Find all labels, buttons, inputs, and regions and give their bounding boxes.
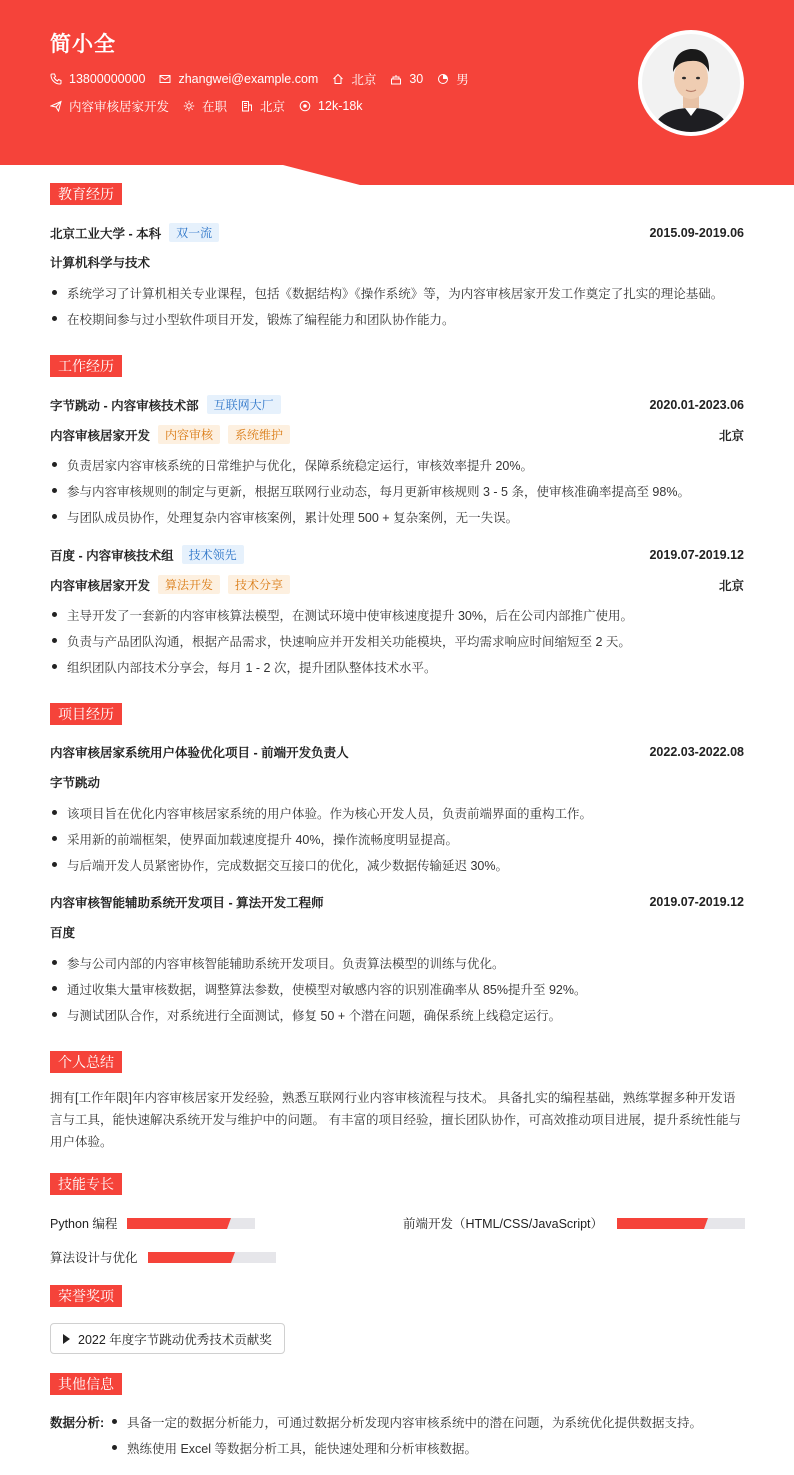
- list-item: 主导开发了一套新的内容审核算法模型，在测试环境中使审核速度提升 30%，后在公司内部推广使用。: [50, 606, 744, 624]
- candidate-name: 简小全: [50, 33, 116, 56]
- age-text: 30: [409, 72, 424, 86]
- list-item: 通过收集大量审核数据，调整算法参数，使模型对敏感内容的识别准确率从 85%提升至 92%。: [50, 980, 744, 998]
- company-name: 字节跳动 - 内容审核技术部: [50, 398, 199, 413]
- project-date: 2022.03-2022.08: [649, 745, 744, 759]
- list-item: 系统学习了计算机相关专业课程，包括《数据结构》《操作系统》等，为内容审核居家开发工作奠定了扎实的理论基础。: [50, 284, 744, 302]
- job-city: 北京: [718, 578, 744, 593]
- company-tag: 技术领先: [182, 545, 244, 564]
- avatar-portrait: [642, 34, 740, 132]
- skill-item: [50, 1214, 255, 1232]
- project-row: [50, 893, 744, 911]
- section-title: 项目经历: [50, 703, 122, 725]
- gender-item: [437, 70, 469, 88]
- email-text: zhangwei@example.com: [178, 72, 319, 86]
- status-text: 在职: [202, 100, 228, 114]
- skills-header: [50, 1173, 744, 1195]
- projects-header: [50, 703, 744, 725]
- education-section: [50, 183, 744, 205]
- role-row: [50, 425, 744, 444]
- salary-text: 12k-18k: [318, 99, 363, 113]
- home-icon: [332, 73, 344, 85]
- section-title: 个人总结: [50, 1051, 122, 1073]
- school-row: [50, 223, 744, 242]
- role-name: 内容审核居家开发: [50, 578, 151, 593]
- company-name: 百度 - 内容审核技术组: [50, 548, 174, 563]
- list-item: 与后端开发人员紧密协作，完成数据交互接口的优化，减少数据传输延迟 30%。: [50, 856, 744, 874]
- list-item: 参与公司内部的内容审核智能辅助系统开发项目。负责算法模型的训练与优化。: [50, 954, 744, 972]
- list-item: 与团队成员协作，处理复杂内容审核案例，累计处理 500 + 复杂案例，无一失误。: [50, 508, 744, 526]
- building-icon: [241, 100, 253, 112]
- work-header: [50, 355, 744, 377]
- major-name: 计算机科学与技术: [50, 256, 151, 270]
- school-tag: 双一流: [169, 223, 219, 242]
- avatar: [638, 30, 744, 136]
- list-item: 具备一定的数据分析能力，可通过数据分析发现内容审核系统中的潜在问题，为系统优化提供数据支持。: [110, 1413, 744, 1431]
- job-date: 2019.07-2019.12: [649, 547, 744, 562]
- awards-header: [50, 1285, 744, 1307]
- section-title: 技能专长: [50, 1173, 122, 1195]
- project-org: 百度: [50, 926, 76, 940]
- salary-item: [299, 99, 362, 113]
- list-item: 与测试团队合作，对系统进行全面测试，修复 50 + 个潜在问题，确保系统上线稳定运行。: [50, 1006, 744, 1024]
- section-divider: [50, 714, 744, 715]
- role-name: 内容审核居家开发: [50, 428, 151, 443]
- target-city-item: [241, 97, 285, 115]
- education-header: [50, 183, 744, 205]
- job-city: 北京: [718, 428, 744, 443]
- project-row: [50, 743, 744, 761]
- target-city-text: 北京: [260, 100, 286, 114]
- role-tag: 系统维护: [228, 425, 290, 444]
- skill-bar: [148, 1252, 276, 1263]
- cake-icon: [390, 73, 402, 85]
- gender-icon: [437, 73, 449, 85]
- list-item: 熟练使用 Excel 等数据分析工具，能快速处理和分析审核数据。: [110, 1439, 744, 1457]
- email-item: [159, 72, 318, 86]
- status-item: [183, 97, 227, 115]
- job-date: 2020.01-2023.06: [649, 397, 744, 412]
- skill-item: [403, 1214, 745, 1232]
- skill-bar-fill: [148, 1252, 231, 1263]
- company-tag: 互联网大厂: [207, 395, 281, 414]
- list-item: 采用新的前端框架，使界面加载速度提升 40%，操作流畅度明显提高。: [50, 830, 744, 848]
- company-row: [50, 545, 744, 564]
- other-label: 数据分析:: [50, 1416, 105, 1430]
- award-item: [50, 1323, 285, 1354]
- role-tag: 技术分享: [228, 575, 290, 594]
- gender-text: 男: [456, 73, 469, 87]
- skill-name: 算法设计与优化: [50, 1251, 138, 1265]
- contact-row: [50, 70, 483, 88]
- list-item: 负责居家内容审核系统的日常维护与优化，保障系统稳定运行，审核效率提升 20%。: [50, 456, 744, 474]
- role-tag: 内容审核: [158, 425, 220, 444]
- intent-row: [50, 97, 377, 115]
- resume-header: [0, 0, 794, 185]
- school-name: 北京工业大学 - 本科: [50, 226, 162, 241]
- list-item: 在校期间参与过小型软件项目开发，锻炼了编程能力和团队协作能力。: [50, 310, 744, 328]
- summary-section: [50, 1051, 744, 1073]
- awards-section: [50, 1285, 744, 1307]
- phone-item: [50, 72, 145, 86]
- role-tag: 算法开发: [158, 575, 220, 594]
- summary-text: 拥有[工作年限]年内容审核居家开发经验，熟悉互联网行业内容审核流程与技术。 具备扎实的编程基础，熟练掌握多种开发语言与工具，能快速解决系统开发与维护中的问题。 有丰富的项目经验，擅长团队协作，可高效推动项目进展，提升系统性能与用户体验。: [50, 1091, 741, 1149]
- project-org-row: [50, 773, 744, 791]
- skill-item: [50, 1248, 276, 1266]
- play-triangle-icon: [63, 1334, 70, 1344]
- skill-bar-fill: [617, 1218, 704, 1229]
- coin-icon: [299, 100, 311, 112]
- project-org: 字节跳动: [50, 776, 101, 790]
- role-row: [50, 575, 744, 594]
- mail-icon: [159, 73, 171, 85]
- target-job-item: [50, 97, 169, 115]
- phone-text: 13800000000: [69, 72, 146, 86]
- major-row: [50, 253, 744, 271]
- list-item: 负责与产品团队沟通，根据产品需求，快速响应并开发相关功能模块，平均需求响应时间缩短至 2 天。: [50, 632, 744, 650]
- project-date: 2019.07-2019.12: [649, 895, 744, 909]
- section-title: 荣誉奖项: [50, 1285, 122, 1307]
- send-icon: [50, 100, 62, 112]
- age-item: [390, 72, 423, 86]
- award-text: 2022 年度字节跳动优秀技术贡献奖: [78, 1332, 272, 1347]
- list-item: 组织团队内部技术分享会，每月 1 - 2 次，提升团队整体技术水平。: [50, 658, 744, 676]
- project-org-row: [50, 923, 744, 941]
- skill-name: 前端开发（HTML/CSS/JavaScript）: [403, 1217, 604, 1231]
- project-name: 内容审核智能辅助系统开发项目 - 算法开发工程师: [50, 896, 324, 910]
- section-divider: [50, 194, 744, 195]
- section-divider: [50, 1184, 744, 1185]
- project-name: 内容审核居家系统用户体验优化项目 - 前端开发负责人: [50, 746, 349, 760]
- section-divider: [50, 366, 744, 367]
- other-section: [50, 1373, 744, 1395]
- section-divider: [50, 1296, 744, 1297]
- target-job-text: 内容审核居家开发: [69, 100, 170, 114]
- gear-icon: [183, 100, 195, 112]
- phone-icon: [50, 73, 62, 85]
- section-divider: [50, 1384, 744, 1385]
- list-item: 参与内容审核规则的制定与更新，根据互联网行业动态，每月更新审核规则 3 - 5 条，使审核准确率提高至 98%。: [50, 482, 744, 500]
- list-item: 该项目旨在优化内容审核居家系统的用户体验。作为核心开发人员，负责前端界面的重构工作。: [50, 804, 744, 822]
- other-header: [50, 1373, 744, 1395]
- section-title: 教育经历: [50, 183, 122, 205]
- section-title: 工作经历: [50, 355, 122, 377]
- skill-bar-fill: [127, 1218, 227, 1229]
- skill-bar: [617, 1218, 745, 1229]
- section-divider: [50, 1062, 744, 1063]
- section-title: 其他信息: [50, 1373, 122, 1395]
- summary-header: [50, 1051, 744, 1073]
- company-row: [50, 395, 744, 414]
- skills-section: [50, 1173, 744, 1195]
- location-item: [332, 70, 376, 88]
- projects-section: [50, 703, 744, 725]
- skill-bar: [127, 1218, 255, 1229]
- location-text: 北京: [351, 73, 377, 87]
- work-section: [50, 355, 744, 377]
- skill-name: Python 编程: [50, 1217, 118, 1231]
- education-date: 2015.09-2019.06: [649, 225, 744, 240]
